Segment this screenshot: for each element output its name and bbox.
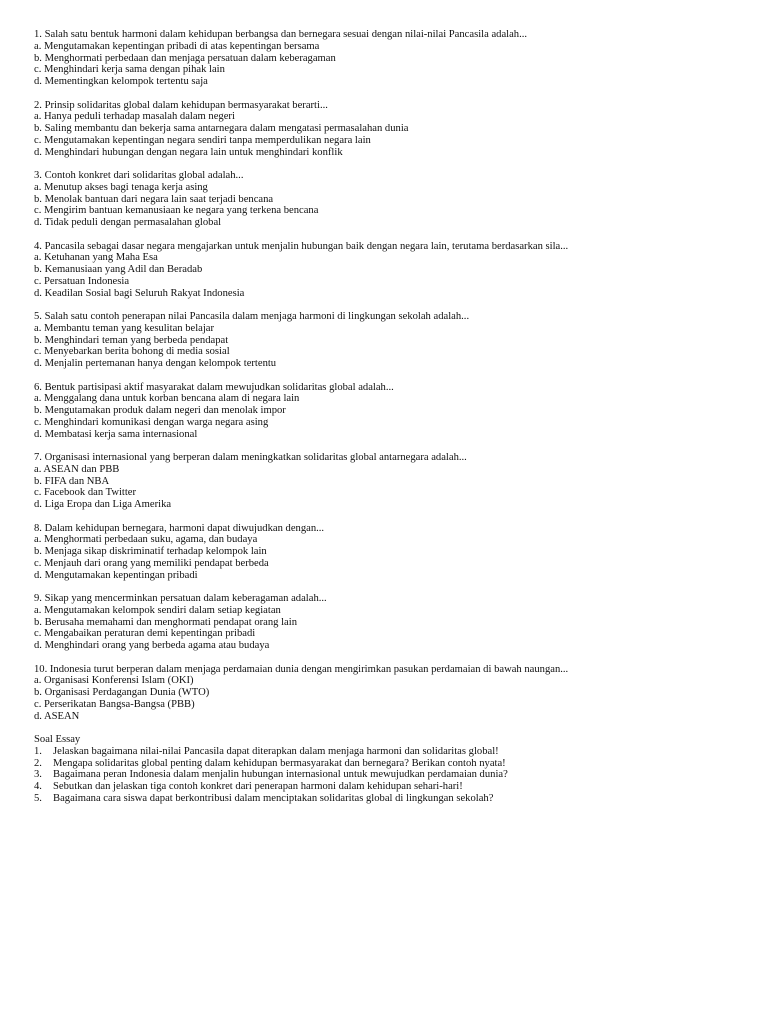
- question-7: [34, 452, 754, 511]
- option-c: c. Mengirim bantuan kemanusiaan ke negara yang terkena bencana: [34, 205, 319, 217]
- option-b: b. Berusaha memahami dan menghormati pendapat orang lain: [34, 616, 297, 628]
- option-a: a. Menggalang dana untuk korban bencana alam di negara lain: [34, 393, 300, 405]
- option-d: d. Liga Eropa dan Liga Amerika: [34, 499, 172, 510]
- option-a: a. Mengutamakan kelompok sendiri dalam setiap kegiatan: [34, 604, 281, 616]
- option-b: b. Menolak bantuan dari negara lain saat terjadi bencana: [34, 193, 274, 205]
- option-a: a. Hanya peduli terhadap masalah dalam negeri: [34, 111, 235, 123]
- essay-text: Sebutkan dan jelaskan tiga contoh konkret dari penerapan harmoni dalam kehidupan sehari-hari!: [53, 781, 463, 792]
- question-text: 3. Contoh konkret dari solidaritas global adalah...: [34, 170, 244, 181]
- option-a: a. Mengutamakan kepentingan pribadi di atas kepentingan bersama: [34, 40, 320, 52]
- option-c: c. Perserikatan Bangsa-Bangsa (PBB): [34, 698, 195, 710]
- question-text: 2. Prinsip solidaritas global dalam kehidupan bermasyarakat berarti...: [34, 99, 328, 111]
- question-text: 7. Organisasi internasional yang berperan dalam meningkatkan solidaritas global antarnegara adalah...: [34, 452, 467, 463]
- question-4: [34, 241, 754, 300]
- question-3: [34, 170, 754, 229]
- option-c: c. Menghindari kerja sama dengan pihak lain: [34, 64, 225, 76]
- question-2: [34, 100, 754, 159]
- option-d: d. Membatasi kerja sama internasional: [34, 428, 198, 440]
- option-d: d. Keadilan Sosial bagi Seluruh Rakyat Indonesia: [34, 287, 245, 299]
- option-a: a. Membantu teman yang kesulitan belajar: [34, 322, 215, 334]
- essay-number: 3.: [34, 769, 42, 781]
- option-b: b. Menghormati perbedaan dan menjaga persatuan dalam keberagaman: [34, 52, 336, 64]
- question-1: [34, 29, 754, 88]
- essay-number: 1.: [34, 745, 42, 757]
- option-c: c. Menghindari komunikasi dengan warga negara asing: [34, 416, 269, 428]
- option-b: b. FIFA dan NBA: [34, 475, 110, 487]
- option-c: c. Menyebarkan berita bohong di media sosial: [34, 346, 230, 358]
- option-d: d. ASEAN: [34, 710, 80, 722]
- option-d: d. Tidak peduli dengan permasalahan global: [34, 217, 222, 228]
- question-9: [34, 593, 754, 652]
- option-b: b. Menghindari teman yang berbeda pendapat: [34, 334, 229, 346]
- option-d: d. Mementingkan kelompok tertentu saja: [34, 76, 208, 87]
- option-b: b. Mengutamakan produk dalam negeri dan menolak impor: [34, 405, 286, 416]
- option-b: b. Menjaga sikap diskriminatif terhadap kelompok lain: [34, 546, 267, 557]
- option-c: c. Mengabaikan peraturan demi kepentingan pribadi: [34, 628, 256, 640]
- option-b: b. Saling membantu dan bekerja sama antarnegara dalam mengatasi permasalahan dunia: [34, 123, 409, 134]
- essay-text: Mengapa solidaritas global penting dalam kehidupan bermasyarakat dan bernegara? Berikan contoh nyata!: [53, 757, 506, 769]
- option-a: a. Ketuhanan yang Maha Esa: [34, 252, 158, 264]
- essay-item-2: [34, 758, 754, 770]
- question-8: [34, 523, 754, 582]
- question-text: 5. Salah satu contoh penerapan nilai Pancasila dalam menjaga harmoni di lingkungan sekolah adalah...: [34, 311, 470, 322]
- essay-text: Jelaskan bagaimana nilai-nilai Pancasila dapat diterapkan dalam menjaga harmoni dan solidaritas global!: [53, 745, 499, 757]
- option-c: c. Facebook dan Twitter: [34, 487, 137, 499]
- question-10: [34, 664, 754, 723]
- option-a: a. Menghormati perbedaan suku, agama, dan budaya: [34, 534, 258, 546]
- essay-section: [34, 734, 754, 805]
- question-text: 8. Dalam kehidupan bernegara, harmoni dapat diwujudkan dengan...: [34, 522, 325, 534]
- essay-item-1: [34, 746, 754, 758]
- option-c: c. Menjauh dari orang yang memiliki pendapat berbeda: [34, 557, 269, 569]
- option-d: d. Menjalin pertemanan hanya dengan kelompok tertentu: [34, 358, 277, 369]
- question-text: 1. Salah satu bentuk harmoni dalam kehidupan berbangsa dan bernegara sesuai dengan nilai-nilai Pancasila adalah...: [34, 29, 528, 40]
- essay-number: 4.: [34, 781, 42, 792]
- option-d: d. Menghindari orang yang berbeda agama atau budaya: [34, 640, 270, 651]
- option-d: d. Mengutamakan kepentingan pribadi: [34, 569, 198, 581]
- essay-title: Soal Essay: [34, 734, 81, 745]
- essay-item-4: [34, 781, 754, 793]
- question-text: 6. Bentuk partisipasi aktif masyarakat dalam mewujudkan solidaritas global adalah...: [34, 381, 394, 393]
- essay-text: Bagaimana peran Indonesia dalam menjalin hubungan internasional untuk mewujudkan perdamaian dunia?: [53, 769, 508, 781]
- option-d: d. Menghindari hubungan dengan negara lain untuk menghindari konflik: [34, 146, 343, 158]
- question-text: 10. Indonesia turut berperan dalam menjaga perdamaian dunia dengan mengirimkan pasukan perdamaian di bawah naungan...: [34, 663, 569, 675]
- option-c: c. Persatuan Indonesia: [34, 275, 130, 287]
- document-page: [34, 29, 754, 805]
- option-a: a. Organisasi Konferensi Islam (OKI): [34, 675, 194, 687]
- question-text: 9. Sikap yang mencerminkan persatuan dalam keberagaman adalah...: [34, 593, 327, 604]
- essay-item-3: [34, 769, 754, 781]
- option-a: a. Menutup akses bagi tenaga kerja asing: [34, 181, 208, 193]
- essay-number: 2.: [34, 757, 42, 769]
- essay-item-5: [34, 793, 754, 805]
- essay-number: 5.: [34, 792, 42, 804]
- question-5: [34, 311, 754, 370]
- option-a: a. ASEAN dan PBB: [34, 463, 120, 475]
- option-c: c. Mengutamakan kepentingan negara sendiri tanpa memperdulikan negara lain: [34, 134, 371, 146]
- option-b: b. Organisasi Perdagangan Dunia (WTO): [34, 687, 210, 698]
- question-6: [34, 382, 754, 441]
- question-text: 4. Pancasila sebagai dasar negara mengajarkan untuk menjalin hubungan baik dengan negara lain, terutama berdasarkan sila...: [34, 240, 569, 252]
- option-b: b. Kemanusiaan yang Adil dan Beradab: [34, 264, 203, 275]
- essay-text: Bagaimana cara siswa dapat berkontribusi dalam menciptakan solidaritas global di lingkungan sekolah?: [53, 792, 494, 804]
